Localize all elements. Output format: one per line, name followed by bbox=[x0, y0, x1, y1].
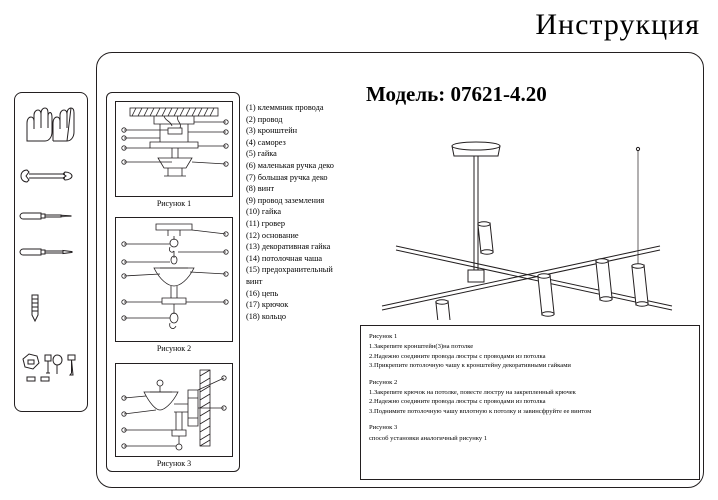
product-illustration bbox=[360, 120, 698, 320]
instruction-group-1 bbox=[369, 332, 691, 371]
instruction-group-2 bbox=[369, 378, 691, 417]
tool-gloves bbox=[15, 101, 89, 145]
parts-list-item: (7) большая ручка деко bbox=[246, 172, 328, 182]
parts-list-item: (17) крючок bbox=[246, 300, 289, 310]
figure-1-caption: Рисунок 1 bbox=[156, 199, 192, 208]
instruction-line: 2.Надежно соедините провода люстры с проводами из потолка bbox=[369, 352, 546, 360]
tool-hardware-set bbox=[15, 343, 89, 389]
instruction-line: 1.Закрепите кронштейн(3)на потолке bbox=[369, 343, 474, 351]
parts-list-item: (11) гровер bbox=[246, 218, 285, 228]
tool-wrench bbox=[15, 165, 89, 187]
instruction-line: 3.Поднимите потолочную чашу вплотную к потолку и завинсфруйте ее винтом bbox=[369, 407, 592, 415]
instruction-line: способ установки аналогичный рисунку 1 bbox=[369, 434, 488, 442]
wrench-icon bbox=[15, 165, 79, 187]
parts-list-item: (9) провод заземления bbox=[246, 195, 325, 205]
instruction-line: 3.Прикрепите потолочную чашу к кронштейну декоративными гайками bbox=[369, 362, 571, 370]
parts-list-item: (15) предохранительный bbox=[246, 265, 333, 275]
parts-list-item: (18) кольцо bbox=[246, 311, 287, 321]
page-title: Инструкция bbox=[535, 8, 700, 41]
screwdriver-flat-icon bbox=[15, 241, 79, 263]
parts-list-item: (2) провод bbox=[246, 114, 283, 124]
instruction-title: Рисунок 3 bbox=[369, 424, 398, 432]
parts-list-item: (12) основание bbox=[246, 230, 299, 240]
parts-list-item: (13) декоративная гайка bbox=[246, 242, 331, 252]
figure-1-drawing bbox=[116, 102, 232, 196]
instructions-box bbox=[360, 325, 700, 480]
screwdriver-phillips-icon bbox=[15, 205, 79, 227]
instruction-line: 1.Закрепите крючок на потолке, повесте люстру на закрепленный крючек bbox=[369, 389, 576, 397]
parts-list-item: (5) гайка bbox=[246, 149, 277, 159]
tool-drill-bit bbox=[15, 289, 89, 327]
drill-bit-icon bbox=[15, 289, 79, 327]
figure-2-drawing bbox=[116, 218, 232, 341]
figure-1 bbox=[115, 101, 233, 208]
product-drawing bbox=[360, 120, 698, 320]
tool-screwdriver-flat bbox=[15, 241, 89, 263]
tools-column bbox=[14, 92, 88, 412]
instruction-group-3 bbox=[369, 423, 691, 443]
parts-list-item: (16) цепь bbox=[246, 288, 279, 298]
tool-screwdriver-phillips bbox=[15, 205, 89, 227]
figure-3 bbox=[115, 363, 233, 468]
figure-3-caption: Рисунок 3 bbox=[156, 459, 192, 468]
figure-3-drawing bbox=[116, 364, 232, 456]
parts-list-item: (3) кронштейн bbox=[246, 126, 298, 136]
model-label: Модель: 07621-4.20 bbox=[366, 82, 547, 106]
hardware-set-icon bbox=[15, 343, 85, 389]
figure-2-caption: Рисунок 2 bbox=[156, 344, 192, 353]
instruction-title: Рисунок 1 bbox=[369, 333, 398, 340]
parts-list-item: (10) гайка bbox=[246, 207, 282, 217]
figures-column bbox=[106, 92, 240, 472]
parts-list-item: (6) маленькая ручка деко bbox=[246, 160, 334, 170]
instruction-title: Рисунок 2 bbox=[369, 378, 398, 386]
gloves-icon bbox=[15, 101, 79, 145]
parts-list-item: (1) клеммник провода bbox=[246, 103, 324, 112]
parts-list bbox=[246, 102, 358, 322]
parts-list-item: винт bbox=[246, 276, 263, 286]
parts-list-item: (8) винт bbox=[246, 184, 275, 194]
figure-2 bbox=[115, 217, 233, 353]
instruction-line: 2.Надежно соедините провода люстры с проводами из потолка bbox=[369, 398, 546, 406]
parts-list-item: (4) саморез bbox=[246, 137, 286, 147]
parts-list-item: (14) потолочная чаша bbox=[246, 253, 323, 263]
